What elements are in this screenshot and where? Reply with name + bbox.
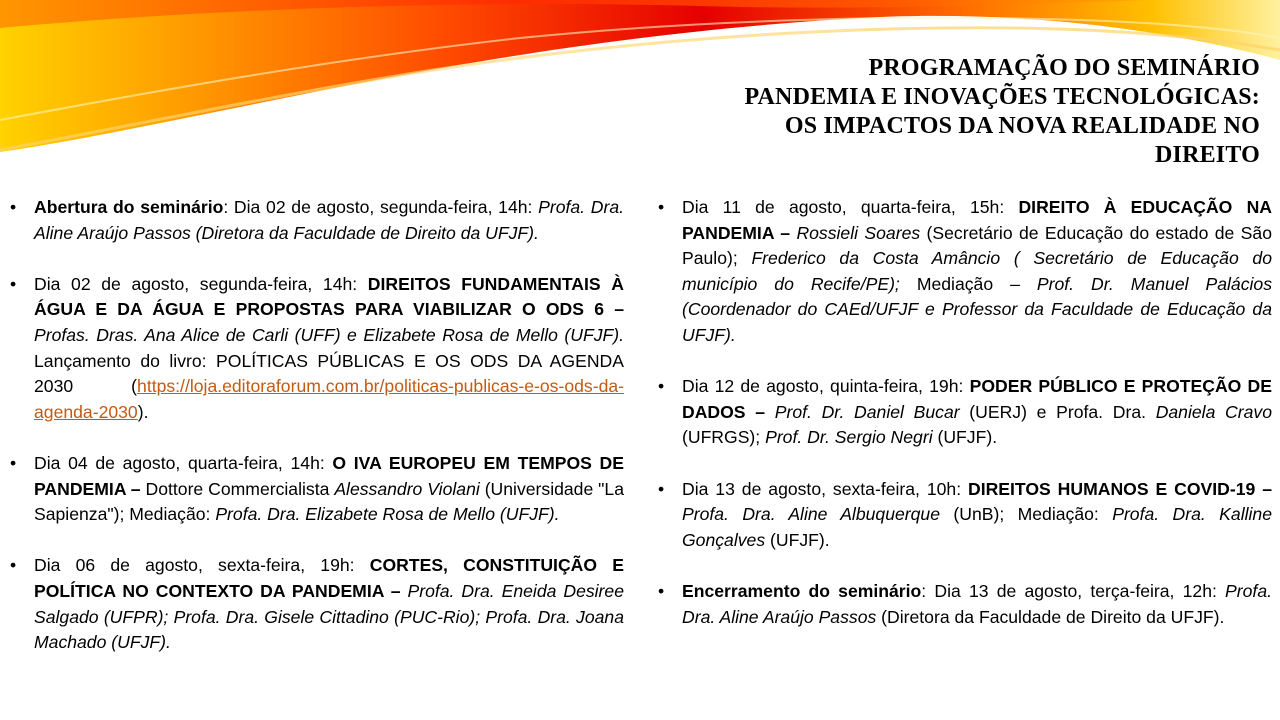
bullet-icon: • [10,273,17,294]
schedule-column-left [10,195,624,681]
speaker-text: Rossieli Soares [796,222,921,243]
item-text: Mediação – [899,273,1037,294]
item-text: (Secretário de Educação do estado de São Paulo); [682,222,1272,269]
item-text: Dia 06 de agosto, sexta-feira, 19h: [34,555,370,576]
book-link[interactable]: https://loja.editoraforum.com.br/politicas-publicas-e-os-ods-da-agenda-2030 [34,376,624,422]
speaker-text: Prof. Dr. Sergio Negri [765,427,933,448]
speaker-text: Prof. Dr. Manuel Palácios (Coordenador do CAEd/UFJF e Professor da Faculdade de Educação da UFJF). [682,273,1272,345]
item-text: (UFJF). [765,529,830,550]
schedule-item [658,374,1272,451]
schedule-item [10,451,624,528]
speaker-text: Profa. Dra. Aline Albuquerque [682,504,940,525]
bullet-icon: • [10,555,17,576]
speaker-text: Daniela Cravo [1155,401,1272,422]
session-emphasis: DIREITOS FUNDAMENTAIS À ÁGUA E DA ÁGUA E PROPOSTAS PARA VIABILIZAR O ODS 6 – [34,273,624,320]
bullet-icon: • [658,580,665,601]
schedule-item [658,579,1272,630]
item-text: Lançamento do livro: POLÍTICAS PÚBLICAS E OS ODS DA AGENDA 2030 ( [34,350,624,397]
schedule-item [10,553,624,655]
bullet-icon: • [10,452,17,473]
title-line: PANDEMIA E INOVAÇÕES TECNOLÓGICAS: [744,84,1260,110]
item-text: (UFJF). [932,427,998,448]
bullet-icon: • [658,376,665,397]
speaker-text: Profa. Dra. Aline Araújo Passos (Diretora da Faculdade de Direito da UFJF). [34,197,624,243]
item-text: : Dia 02 de agosto, segunda-feira, 14h: [223,197,539,217]
item-text: Dia 02 de agosto, segunda-feira, 14h: [34,273,368,294]
item-text: (UERJ) e Profa. Dra. [959,401,1156,422]
item-text: (Diretora da Faculdade de Direito da UFJF). [876,606,1225,627]
speaker-text: Alessandro Violani [334,478,480,499]
session-emphasis: DIREITO À EDUCAÇÃO NA PANDEMIA – [682,197,1272,243]
session-emphasis: O IVA EUROPEU EM TEMPOS DE PANDEMIA – [34,452,624,499]
item-text: Dia 12 de agosto, quinta-feira, 19h: [682,376,970,397]
item-text [401,581,408,601]
item-text: Dia 04 de agosto, quarta-feira, 14h: [34,452,333,473]
item-text: (UnB); Mediação: [939,504,1113,525]
item-text: ). [137,401,149,422]
bullet-icon: • [658,197,665,217]
schedule-item [10,195,624,246]
speaker-text: Profa. Dra. Aline Araújo Passos [682,580,1272,627]
session-emphasis: Encerramento do seminário [682,580,922,601]
bullet-icon: • [658,478,665,499]
item-text: Dia 11 de agosto, quarta-feira, 15h: [682,197,1019,217]
bullet-icon: • [10,197,17,217]
title-line: PROGRAMAÇÃO DO SEMINÁRIO [868,55,1260,81]
schedule-column-right [658,195,1272,656]
item-text: Dia 13 de agosto, sexta-feira, 10h: [682,478,968,499]
speaker-text: Frederico da Costa Amâncio ( Secretário de Educação do município do Recife/PE); [682,248,1272,294]
session-emphasis: DIREITOS HUMANOS E COVID-19 – [968,478,1272,499]
item-text [765,402,775,422]
seminar-title [560,54,1260,170]
schedule-item [10,272,624,426]
session-emphasis: PODER PÚBLICO E PROTEÇÃO DE DADOS – [682,376,1273,422]
item-text: (Universidade "La Sapienza"); Mediação: [34,478,624,525]
schedule-item [658,195,1272,349]
session-emphasis: CORTES, CONSTITUIÇÃO E POLÍTICA NO CONTEXTO DA PANDEMIA – [34,555,624,601]
title-line: DIREITO [1155,142,1260,168]
title-line: OS IMPACTOS DA NOVA REALIDADE NO [784,113,1260,139]
speaker-text: Profas. Dras. Ana Alice de Carli (UFF) e Elizabete Rosa de Mello (UFJF). [34,324,624,345]
speaker-text: Profa. Dra. Elizabete Rosa de Mello (UFJF). [215,504,560,525]
item-text: (UFRGS); [682,427,766,448]
speaker-text: Profa. Dra. Kalline Gonçalves [682,504,1272,550]
session-emphasis: Abertura do seminário [34,197,224,217]
item-text: Dottore Commercialista [140,478,335,499]
speaker-text: Profa. Dra. Eneida Desiree Salgado (UFPR); Profa. Dra. Gisele Cittadino (PUC-Rio); Profa. Dra. Joana Machado (UFJF). [34,580,624,653]
schedule-item [658,477,1272,554]
item-text: : Dia 13 de agosto, terça-feira, 12h: [921,580,1226,601]
speaker-text: Prof. Dr. Daniel Bucar [774,401,960,422]
